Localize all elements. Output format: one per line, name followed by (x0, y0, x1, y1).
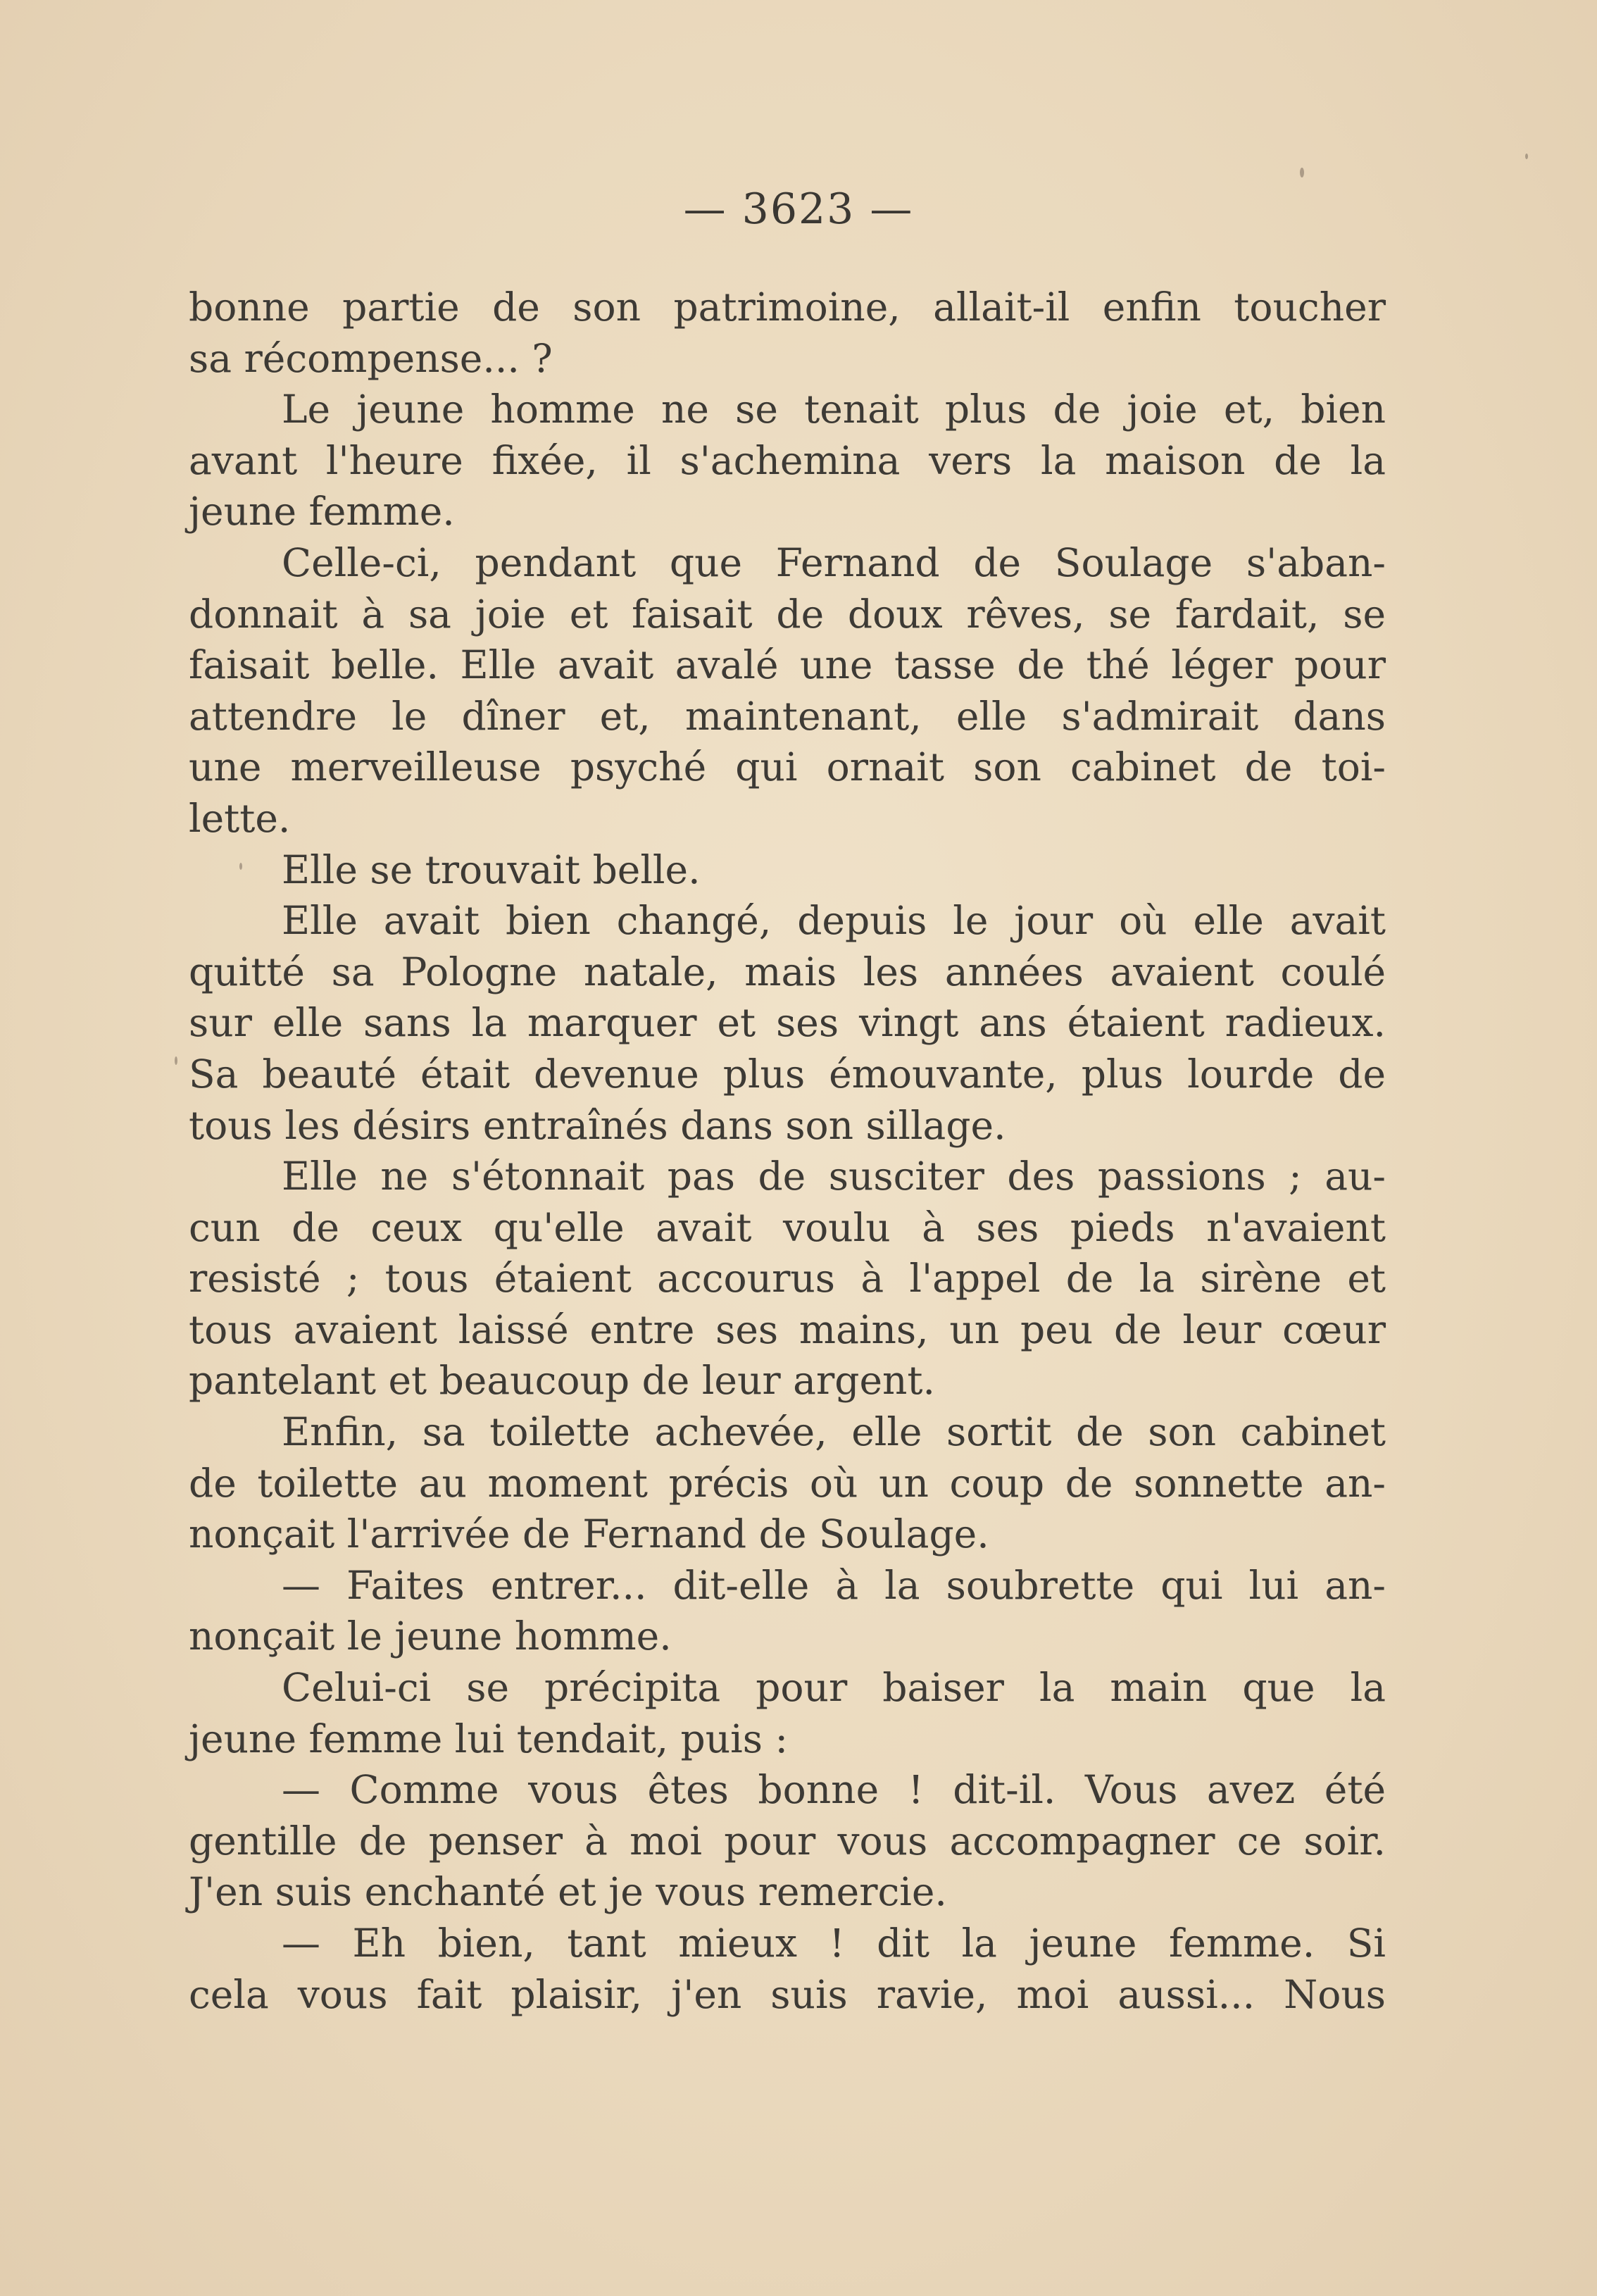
text-line: Sa beauté était devenue plus émouvante, plus lourde de (189, 1051, 1386, 1097)
text-line: sur elle sans la marquer et ses vingt ans étaient radieux. (189, 1000, 1386, 1046)
text-line: Le jeune homme ne se tenait plus de joie et, bien (282, 387, 1386, 432)
paper-speck (239, 863, 242, 870)
text-line: — Comme vous êtes bonne ! dit-il. Vous avez été (282, 1767, 1386, 1813)
text-line: Enfin, sa toilette achevée, elle sortit de son cabinet (282, 1409, 1386, 1455)
text-line: tous les désirs entraînés dans son sillage. (189, 1102, 1006, 1148)
paper-speck (175, 1056, 177, 1065)
text-line: nonçait le jeune homme. (189, 1614, 672, 1659)
text-line: avant l'heure fixée, il s'achemina vers la maison de la (189, 437, 1386, 483)
page-number: — 3623 — (683, 185, 914, 234)
paper-speck (1525, 154, 1528, 159)
paper-speck (1300, 168, 1304, 177)
text-line: attendre le dîner et, maintenant, elle s'admirait dans (189, 693, 1386, 739)
text-line: — Eh bien, tant mieux ! dit la jeune femme. Si (282, 1921, 1386, 1966)
text-line: jeune femme. (189, 489, 455, 535)
text-line: Elle ne s'étonnait pas de susciter des passions ; au- (282, 1154, 1386, 1199)
text-line: lette. (189, 795, 291, 841)
text-line: faisait belle. Elle avait avalé une tasse de thé léger pour (189, 642, 1386, 688)
text-line: Celle-ci, pendant que Fernand de Soulage s'aban- (282, 539, 1386, 585)
text-line: bonne partie de son patrimoine, allait-il enfin toucher (189, 285, 1386, 330)
body-text (189, 282, 1386, 2020)
text-line: donnait à sa joie et faisait de doux rêves, se fardait, se (189, 591, 1386, 637)
text-line: Elle se trouvait belle. (282, 847, 701, 892)
text-line: Celui-ci se précipita pour baiser la main que la (282, 1665, 1386, 1711)
text-line: sa récompense... ? (189, 335, 553, 381)
text-line: une merveilleuse psyché qui ornait son cabinet de toi- (189, 744, 1386, 790)
text-line: de toilette au moment précis où un coup de sonnette an- (189, 1460, 1386, 1506)
text-line: Elle avait bien changé, depuis le jour où elle avait (282, 898, 1386, 944)
text-line: quitté sa Pologne natale, mais les années avaient coulé (189, 949, 1386, 994)
text-line: cela vous fait plaisir, j'en suis ravie, moi aussi... Nous (189, 1971, 1386, 2017)
text-line: nonçait l'arrivée de Fernand de Soulage. (189, 1511, 989, 1557)
text-line: pantelant et beaucoup de leur argent. (189, 1358, 936, 1404)
text-line: jeune femme lui tendait, puis : (189, 1716, 788, 1761)
text-line: tous avaient laissé entre ses mains, un peu de leur cœur (189, 1306, 1386, 1352)
text-line: J'en suis enchanté et je vous remercie. (189, 1869, 947, 1915)
text-line: cun de ceux qu'elle avait voulu à ses pieds n'avaient (189, 1204, 1386, 1250)
text-line: — Faites entrer... dit-elle à la soubrette qui lui an- (282, 1562, 1386, 1608)
text-line: gentille de penser à moi pour vous accompagner ce soir. (189, 1818, 1386, 1864)
text-line: resisté ; tous étaient accourus à l'appel de la sirène et (189, 1256, 1386, 1302)
